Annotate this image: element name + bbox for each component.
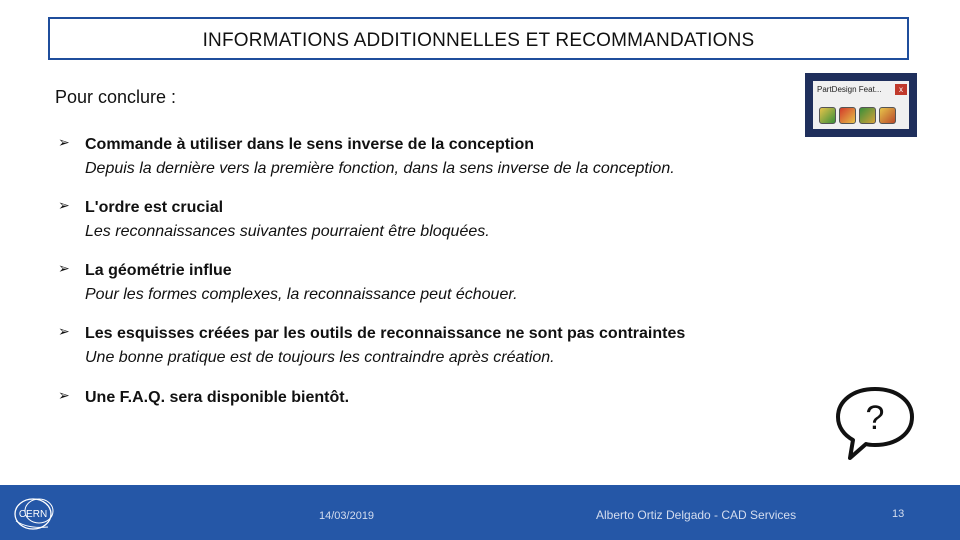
intro-text: Pour conclure :: [55, 87, 177, 107]
bullet-detail: Les reconnaissances suivantes pourraient être bloquées.: [85, 223, 490, 240]
bullet-heading: L'ordre est crucial: [85, 199, 224, 216]
arrow-bullet-icon: ➢: [58, 387, 70, 403]
feature-recognition-icon: [819, 107, 836, 124]
footer-date: 14/03/2019: [319, 510, 375, 522]
feature-recognition-icon: [839, 107, 856, 124]
footer-author: Alberto Ortiz Delgado - CAD Services: [596, 508, 797, 522]
bullet-heading: La géométrie influe: [85, 262, 232, 279]
toolbar-panel: [813, 81, 909, 129]
feature-recognition-icon: [879, 107, 896, 124]
bullet-item: [58, 133, 675, 181]
slide-title-box: [48, 17, 909, 60]
arrow-bullet-icon: ➢: [58, 323, 70, 339]
toolbar-screenshot: [805, 73, 917, 137]
bullet-item: [58, 322, 685, 370]
question-bubble-icon: [833, 383, 917, 463]
arrow-bullet-icon: ➢: [58, 260, 70, 276]
bullet-item: [58, 196, 490, 244]
bullet-heading: Les esquisses créées par les outils de reconnaissance ne sont pas contraintes: [85, 325, 686, 342]
cern-logo-text: CERN: [18, 509, 48, 520]
close-icon: x: [895, 84, 907, 95]
toolbar-title: PartDesign Feat...: [817, 85, 882, 94]
bullet-item: [58, 259, 518, 307]
arrow-bullet-icon: ➢: [58, 134, 70, 150]
bullet-detail: Pour les formes complexes, la reconnaissance peut échouer.: [85, 286, 518, 303]
bullet-detail: Une bonne pratique est de toujours les contraindre après création.: [85, 349, 555, 366]
footer-bar: [0, 485, 960, 540]
bullet-heading: Commande à utiliser dans le sens inverse de la conception: [85, 136, 535, 153]
bullet-item: [58, 386, 349, 410]
slide-title: INFORMATIONS ADDITIONNELLES ET RECOMMANDATIONS: [202, 30, 755, 51]
toolbar-icons: [819, 107, 896, 124]
question-mark: ?: [865, 399, 885, 437]
bullet-detail: Depuis la dernière vers la première fonction, dans la sens inverse de la conception.: [85, 160, 675, 177]
page-number: 13: [892, 508, 905, 520]
cern-logo: [8, 491, 62, 535]
feature-recognition-icon: [859, 107, 876, 124]
arrow-bullet-icon: ➢: [58, 197, 70, 213]
bullet-heading: Une F.A.Q. sera disponible bientôt.: [85, 389, 350, 406]
